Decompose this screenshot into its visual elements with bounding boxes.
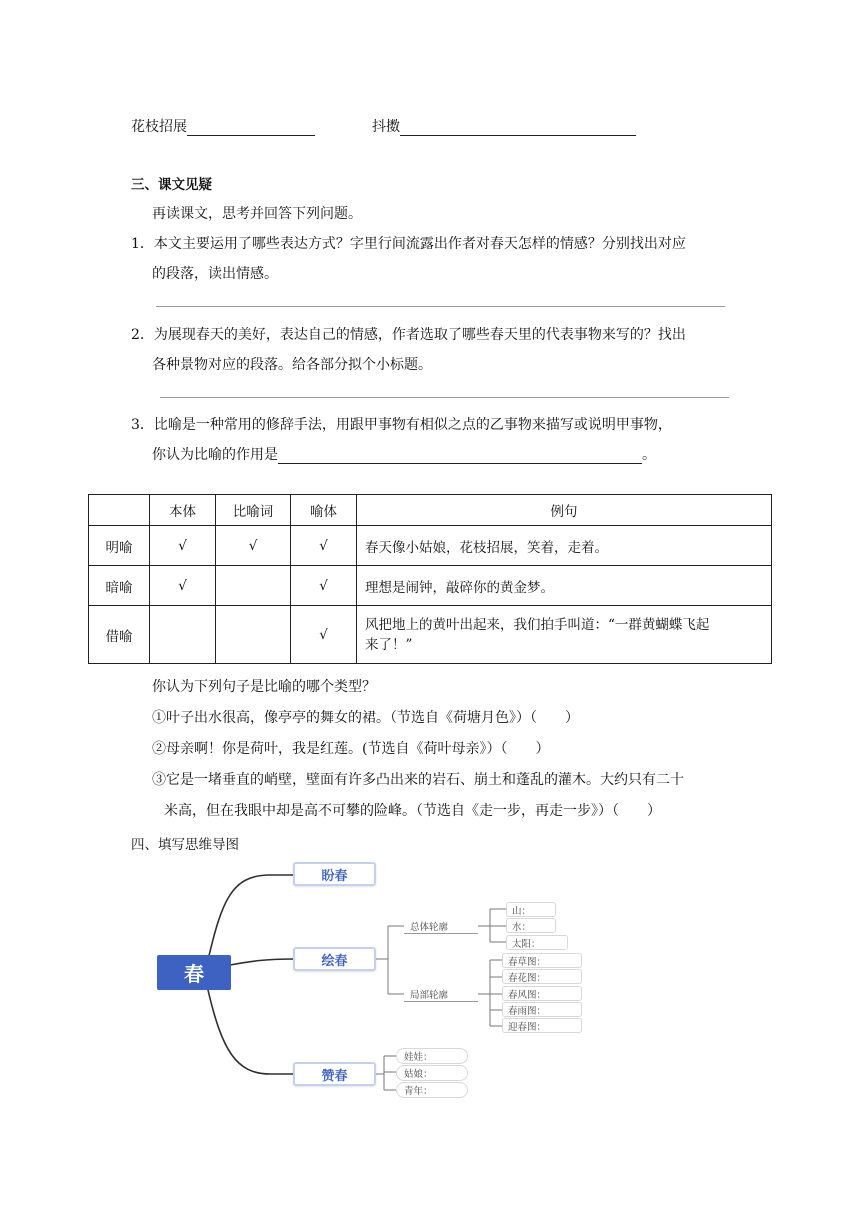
connector-line [478,909,506,942]
question-3-suffix: 。 [642,447,656,463]
connector-line [208,875,294,960]
question-1-line-2: 的段落，读出情感。 [152,266,278,282]
classify-sentence-1: ①叶子出水很高，像亭亭的舞女的裙。（节选自《荷塘月色》）（ ） [152,710,579,726]
classify-sentence-2: ②母亲啊！你是荷叶，我是红莲。(节选自《荷叶母亲》）（ ） [152,741,550,757]
mindmap-branch-huichun[interactable]: 绘春 [293,947,376,971]
example-line: 风把地上的黄叶出起来，我们拍手叫道：“一群黄蝴蝶飞起 [365,616,710,633]
connector-line [208,990,294,1074]
check-mark: √ [150,566,216,606]
connector-line [376,926,404,994]
simile-type: 暗喻 [89,566,150,606]
mindmap-sub-local[interactable]: 局部轮廓 [410,990,449,1001]
mindmap-sub-overall[interactable]: 总体轮廓 [410,922,449,933]
example-sentence: 理想是闹钟，敲碎你的黄金梦。 [357,566,772,606]
section-heading: 三、课文见疑 [131,177,212,193]
question-3-line-1: 3．比喻是一种常用的修辞手法，用跟甲事物有相似之点的乙事物来描写或说明甲事物， [131,417,672,433]
example-line: 来了！” [365,636,413,653]
classify-sentence-3-line-2: 米高，但在我眼中却是高不可攀的险峰。（节选自《走一步，再走一步》）（ ） [164,803,661,819]
check-mark: √ [216,526,291,566]
mindmap-leaf-grass[interactable]: 春草图： [502,953,582,968]
connector-line [376,1056,396,1090]
connector-line [478,960,502,1026]
classify-prompt: 你认为下列句子是比喻的哪个类型？ [152,679,376,695]
mindmap-leaf-baby[interactable]: 娃娃： [396,1048,468,1064]
question-1-line-1: 1．本文主要运用了哪些表达方式？字里行间流露出作者对春天怎样的情感？分别找出对应 [131,236,686,252]
check-mark: √ [291,526,357,566]
check-mark: √ [291,606,357,664]
mindmap-leaf-wind[interactable]: 春风图： [502,986,582,1001]
mindmap-leaf-rain[interactable]: 春雨图： [502,1002,582,1017]
mindmap-leaf-sun[interactable]: 太阳： [506,935,568,950]
vocab-word: 抖擞 [372,119,400,135]
mindmap-leaf-girl[interactable]: 姑娘： [396,1065,468,1081]
classify-sentence-3-line-1: ③它是一堵垂直的峭壁，壁面有许多凸出来的岩石、崩土和蓬乱的灌木。大约只有二十 [152,772,684,788]
mindmap-leaf-water[interactable]: 水： [506,918,556,933]
mindmap-leaf-youth[interactable]: 青年： [396,1082,468,1098]
section-intro: 再读课文，思考并回答下列问题。 [152,206,362,222]
table-header-cell: 例句 [357,495,772,526]
node-underline [404,933,478,934]
node-underline [404,1001,478,1002]
table-header-cell: 本体 [150,495,216,526]
check-mark: √ [150,526,216,566]
mindmap-leaf-flowers[interactable]: 春花图： [502,969,582,984]
question-3-prefix: 你认为比喻的作用是 [152,447,278,463]
vocab-word: 花枝招展 [131,119,187,135]
example-sentence: 春天像小姑娘，花枝招展，笑着，走着。 [357,526,772,566]
mindmap-branch-zanchun[interactable]: 赞春 [293,1062,376,1086]
table-header-cell: 比喻词 [216,495,291,526]
question-2-line-1: 2．为展现春天的美好，表达自己的情感，作者选取了哪些春天里的代表事物来写的？找出 [131,327,686,343]
mindmap-leaf-mountain[interactable]: 山： [506,902,556,917]
mindmap-branch-panchun[interactable]: 盼春 [293,862,376,886]
table-header-cell: 喻体 [291,495,357,526]
question-2-line-2: 各种景物对应的段落。给各部分拟个小标题。 [152,357,432,373]
section-heading: 四、填写思维导图 [131,837,239,853]
connector-line [230,959,294,965]
mindmap-root[interactable]: 春 [157,955,231,990]
simile-type: 借喻 [89,606,150,664]
check-mark: √ [291,566,357,606]
simile-type: 明喻 [89,526,150,566]
mindmap-leaf-welcome[interactable]: 迎春图： [502,1018,582,1033]
